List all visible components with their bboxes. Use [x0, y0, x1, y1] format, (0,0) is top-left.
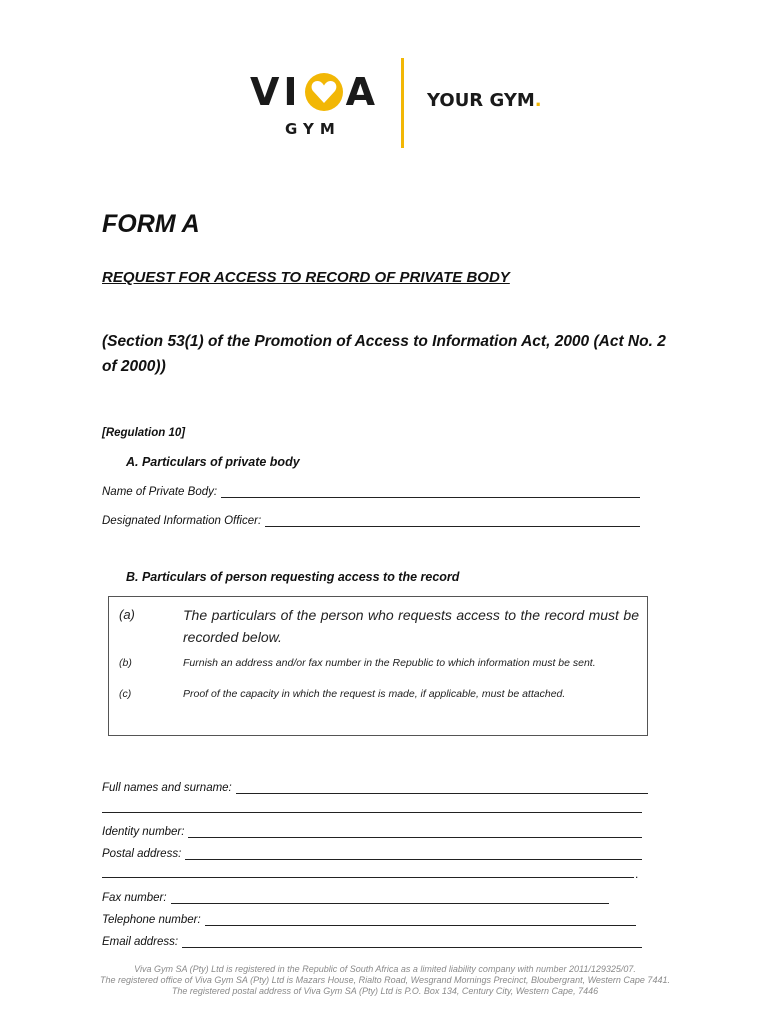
instruction-text: Proof of the capacity in which the request is made, if applicable, must be attached. [183, 688, 566, 700]
form-title: FORM A [102, 210, 200, 238]
form-section-reference: (Section 53(1) of the Promotion of Access to Information Act, 2000 (Act No. 2 of 2000)) [102, 333, 666, 375]
instruction-letter: (c) [119, 688, 132, 700]
viva-gym-logo [195, 50, 615, 160]
identity-number-field[interactable] [102, 822, 642, 838]
email-address-blank[interactable] [182, 936, 642, 948]
identity-number-blank[interactable] [188, 826, 642, 838]
footer-registered-office: The registered office of Viva Gym SA (Pty) Ltd is Mazars House, Rialto Road, Wesgrand Mornings Precinct, Bloubergrant, Western Cape 7441. [100, 975, 670, 985]
footer-postal-address: The registered postal address of Viva Gym SA (Pty) Ltd is P.O. Box 134, Century City, Western Cape, 7446 [171, 986, 599, 996]
postal-address-field[interactable] [102, 844, 642, 860]
instruction-text: Furnish an address and/or fax number in the Republic to which information must be sent. [183, 657, 596, 669]
full-names-blank[interactable] [236, 782, 648, 794]
private-body-name-field[interactable] [102, 482, 640, 498]
private-body-name-blank[interactable] [221, 486, 640, 498]
logo-divider [401, 58, 404, 148]
fax-number-label: Fax number: [102, 892, 167, 904]
identity-number-label: Identity number: [102, 826, 185, 838]
telephone-number-field[interactable] [102, 910, 636, 926]
full-names-label: Full names and surname: [102, 782, 232, 794]
logo-subtext: GYM [285, 120, 341, 138]
logo-tagline [427, 90, 542, 111]
company-footer [70, 964, 700, 997]
instruction-letter: (a) [119, 607, 135, 622]
heart-in-circle-icon [304, 72, 344, 112]
telephone-number-label: Telephone number: [102, 914, 201, 926]
postal-address-continuation-line[interactable] [102, 877, 634, 878]
private-body-name-label: Name of Private Body: [102, 486, 218, 498]
telephone-number-blank[interactable] [205, 914, 636, 926]
postal-address-end-mark: . [635, 867, 639, 881]
instruction-letter: (b) [119, 657, 132, 669]
logo-wordmark [250, 72, 379, 112]
form-subtitle: REQUEST FOR ACCESS TO RECORD OF PRIVATE BODY [102, 269, 510, 286]
logo-tagline-text: YOUR GYM [427, 90, 535, 111]
email-address-label: Email address: [102, 936, 179, 948]
full-names-continuation-line[interactable] [102, 812, 642, 813]
instructions-box [108, 596, 648, 736]
section-b-heading: B. Particulars of person requesting access to the record [126, 570, 460, 584]
footer-registration: Viva Gym SA (Pty) Ltd is registered in the Republic of South Africa as a limited liability company with number 2011/129325/07. [134, 964, 636, 974]
fax-number-blank[interactable] [171, 892, 609, 904]
instruction-text: The particulars of the person who requests access to the record must be recorded below. [183, 607, 639, 645]
postal-address-label: Postal address: [102, 848, 182, 860]
information-officer-label: Designated Information Officer: [102, 515, 262, 527]
information-officer-field[interactable] [102, 511, 640, 527]
fax-number-field[interactable] [102, 888, 609, 904]
full-names-field[interactable] [102, 778, 648, 794]
section-a-heading: A. Particulars of private body [126, 455, 300, 469]
email-address-field[interactable] [102, 932, 642, 948]
logo-wordmark-right: A [345, 70, 379, 114]
information-officer-blank[interactable] [265, 515, 640, 527]
logo-tagline-dot: . [534, 90, 542, 111]
regulation-reference: [Regulation 10] [102, 427, 186, 439]
logo-wordmark-left: VI [250, 70, 302, 114]
postal-address-blank[interactable] [185, 848, 642, 860]
